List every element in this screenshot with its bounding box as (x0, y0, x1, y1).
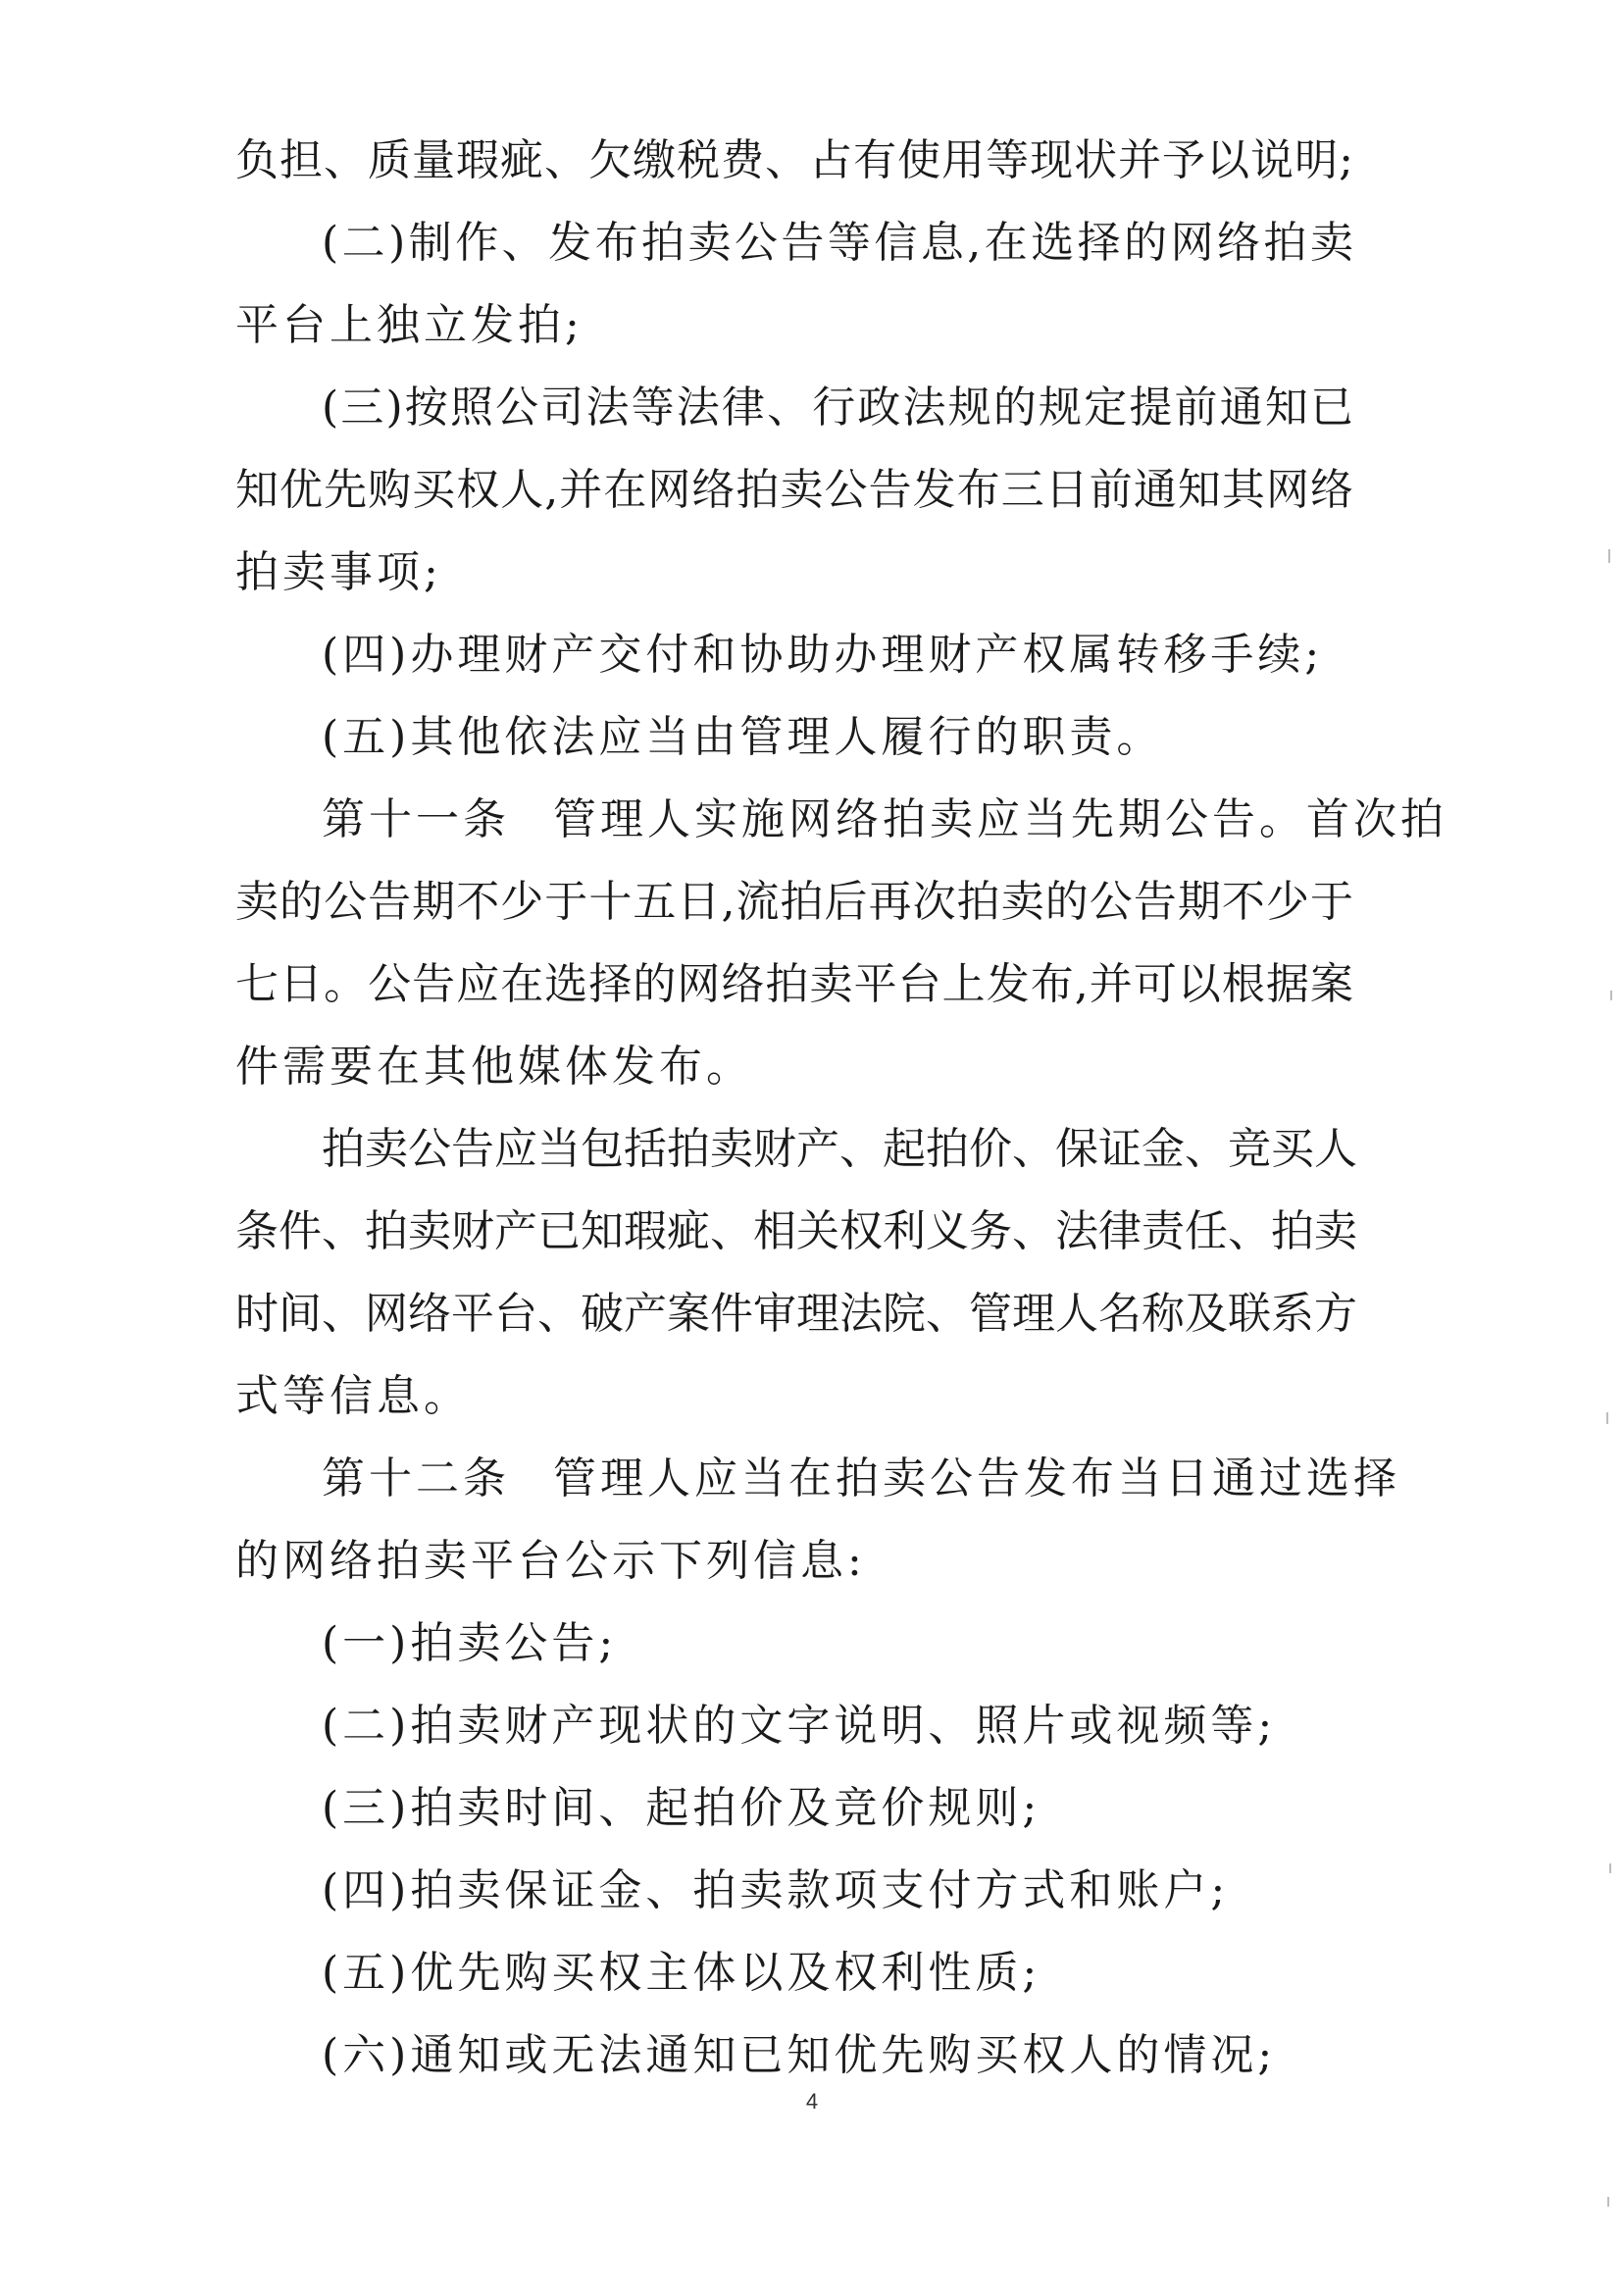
article-11-heading: 第十一条 (322, 794, 510, 844)
text-line-8: (五)其他依法应当由管理人履行的职责。 (322, 712, 1164, 762)
text-line-5: 知优先购买权人,并在网络拍卖公告发布三日前通知其网络 (235, 465, 1353, 515)
text-line-4: (三)按照公司法等法律、行政法规的规定提前通知已 (322, 382, 1353, 433)
scan-mark (1607, 2197, 1609, 2207)
text-line-24: (六)通知或无法通知已知优先购买权人的情况; (322, 2030, 1277, 2080)
text-line-22: (四)拍卖保证金、拍卖款项支付方式和账户; (322, 1865, 1230, 1915)
text-line-19: (一)拍卖公告; (322, 1618, 618, 1668)
text-line-6: 拍卖事项; (235, 547, 442, 597)
text-line-1: 负担、质量瑕疵、欠缴税费、占有使用等现状并予以说明; (235, 135, 1353, 185)
text-line-21: (三)拍卖时间、起拍价及竞价规则; (322, 1783, 1041, 1833)
text-line-14: 条件、拍卖财产已知瑕疵、相关权利义务、法律责任、拍卖 (235, 1206, 1357, 1256)
text-line-9: 管理人实施网络拍卖应当先期公告。首次拍 (553, 794, 1447, 844)
text-line-2: (二)制作、发布拍卖公告等信息,在选择的网络拍卖 (322, 218, 1353, 268)
text-line-18: 的网络拍卖平台公示下列信息: (235, 1536, 866, 1586)
text-line-7: (四)办理财产交付和协助办理财产权属转移手续; (322, 630, 1324, 680)
text-line-17: 管理人应当在拍卖公告发布当日通过选择 (553, 1453, 1400, 1503)
text-line-20: (二)拍卖财产现状的文字说明、照片或视频等; (322, 1701, 1277, 1751)
article-12-heading: 第十二条 (322, 1453, 510, 1503)
scan-mark (1609, 1863, 1611, 1873)
text-line-3: 平台上独立发拍; (235, 300, 584, 350)
article-11-first-line (322, 794, 1447, 844)
text-line-16: 式等信息。 (235, 1371, 471, 1421)
text-line-12: 件需要在其他媒体发布。 (235, 1042, 753, 1092)
scan-mark (1608, 549, 1610, 563)
text-line-10: 卖的公告期不少于十五日,流拍后再次拍卖的公告期不少于 (235, 877, 1353, 927)
text-line-15: 时间、网络平台、破产案件审理法院、管理人名称及联系方 (235, 1289, 1357, 1339)
page-number: 4 (805, 2089, 819, 2114)
text-line-11: 七日。公告应在选择的网络拍卖平台上发布,并可以根据案 (235, 959, 1353, 1009)
scan-mark (1606, 1412, 1608, 1424)
text-line-23: (五)优先购买权主体以及权利性质; (322, 1948, 1041, 1998)
text-line-13: 拍卖公告应当包括拍卖财产、起拍价、保证金、竞买人 (322, 1124, 1357, 1174)
article-12-first-line (322, 1453, 1400, 1503)
scan-mark (1610, 991, 1612, 1000)
